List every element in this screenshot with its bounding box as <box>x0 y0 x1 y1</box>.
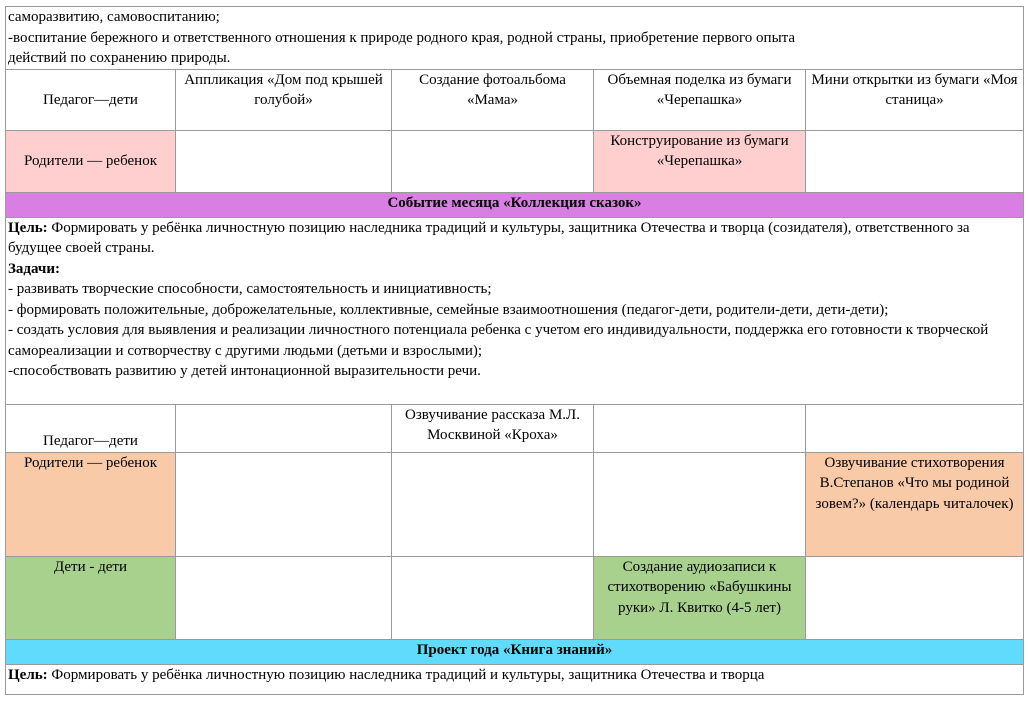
row-label-parents-child: Родители — ребенок <box>6 130 176 192</box>
activity-cell <box>176 452 392 556</box>
project-of-year-title: Проект года «Книга знаний» <box>6 639 1024 664</box>
goal-paragraph <box>8 218 1021 259</box>
activity-cell: Объемная поделка из бумаги «Черепашка» <box>594 69 806 130</box>
goal-label: Цель: <box>8 219 48 236</box>
intro-line: саморазвитию, самовоспитанию; <box>8 9 220 25</box>
goal-text: Формировать у ребёнка личностную позицию наследника традиций и культуры, защитника Отечества и творца (созидателя), ответственного за будущее своей страны. <box>8 219 970 256</box>
activity-cell <box>594 404 806 452</box>
row-label-teacher-children: Педагог—дети <box>6 69 176 130</box>
activity-cell <box>176 404 392 452</box>
activity-cell <box>392 130 594 192</box>
tasks-heading: Задачи: <box>8 260 61 277</box>
activity-cell: Конструирование из бумаги «Черепашка» <box>594 130 806 192</box>
activity-cell <box>806 556 1024 639</box>
activity-cell <box>392 556 594 639</box>
goal2-cell <box>6 664 1024 694</box>
activity-plan-table <box>5 6 1024 695</box>
row-label-children-children: Дети - дети <box>6 556 176 639</box>
activity-cell: Мини открытки из бумаги «Моя станица» <box>806 69 1024 130</box>
row-label-teacher-children: Педагог—дети <box>6 404 176 452</box>
activity-cell <box>176 130 392 192</box>
goal-text: Формировать у ребёнка личностную позицию наследника традиций и культуры, защитника Отечества и творца <box>51 666 765 683</box>
goal-label: Цель: <box>8 666 48 683</box>
intro-line: -воспитание бережного и ответственного отношения к природе родного края, родной страны, приобретение первого опыта <box>8 29 796 46</box>
activity-cell <box>806 404 1024 452</box>
activity-cell: Озвучивание стихотворения В.Степанов «Что мы родиной зовем?» (календарь читалочек) <box>806 452 1024 556</box>
activity-cell <box>392 452 594 556</box>
row-label-parents-child: Родители — ребенок <box>6 452 176 556</box>
activity-cell: Создание фотоальбома «Мама» <box>392 69 594 130</box>
activity-cell <box>176 556 392 639</box>
activity-cell: Озвучивание рассказа М.Л. Москвиной «Кроха» <box>392 404 594 452</box>
event-of-month-title: Событие месяца «Коллекция сказок» <box>6 192 1024 217</box>
task-item: - развивать творческие способности, самостоятельность и инициативность; <box>8 281 492 297</box>
task-item: - формировать положительные, доброжелательные, коллективные, семейные взаимоотношения (педагог-дети, родители-дети, дети-дети); <box>8 301 889 318</box>
activity-cell <box>594 452 806 556</box>
activity-cell: Создание аудиозаписи к стихотворению «Бабушкины руки» Л. Квитко (4-5 лет) <box>594 556 806 639</box>
activity-cell: Аппликация «Дом под крышей голубой» <box>176 69 392 130</box>
task-item: -способствовать развитию у детей интонационной выразительности речи. <box>8 363 481 379</box>
intro-text-cell <box>6 7 1024 70</box>
intro-line: действий по сохранению природы. <box>8 50 231 66</box>
activity-cell <box>806 130 1024 192</box>
task-item: - создать условия для выявления и реализации личностного потенциала ребенка с учетом его индивидуальности, поддержка его готовности к творческой самореализации и сотворчеству с другими людьми (детьми и взрослыми); <box>8 322 989 359</box>
goals-tasks-cell <box>6 217 1024 404</box>
